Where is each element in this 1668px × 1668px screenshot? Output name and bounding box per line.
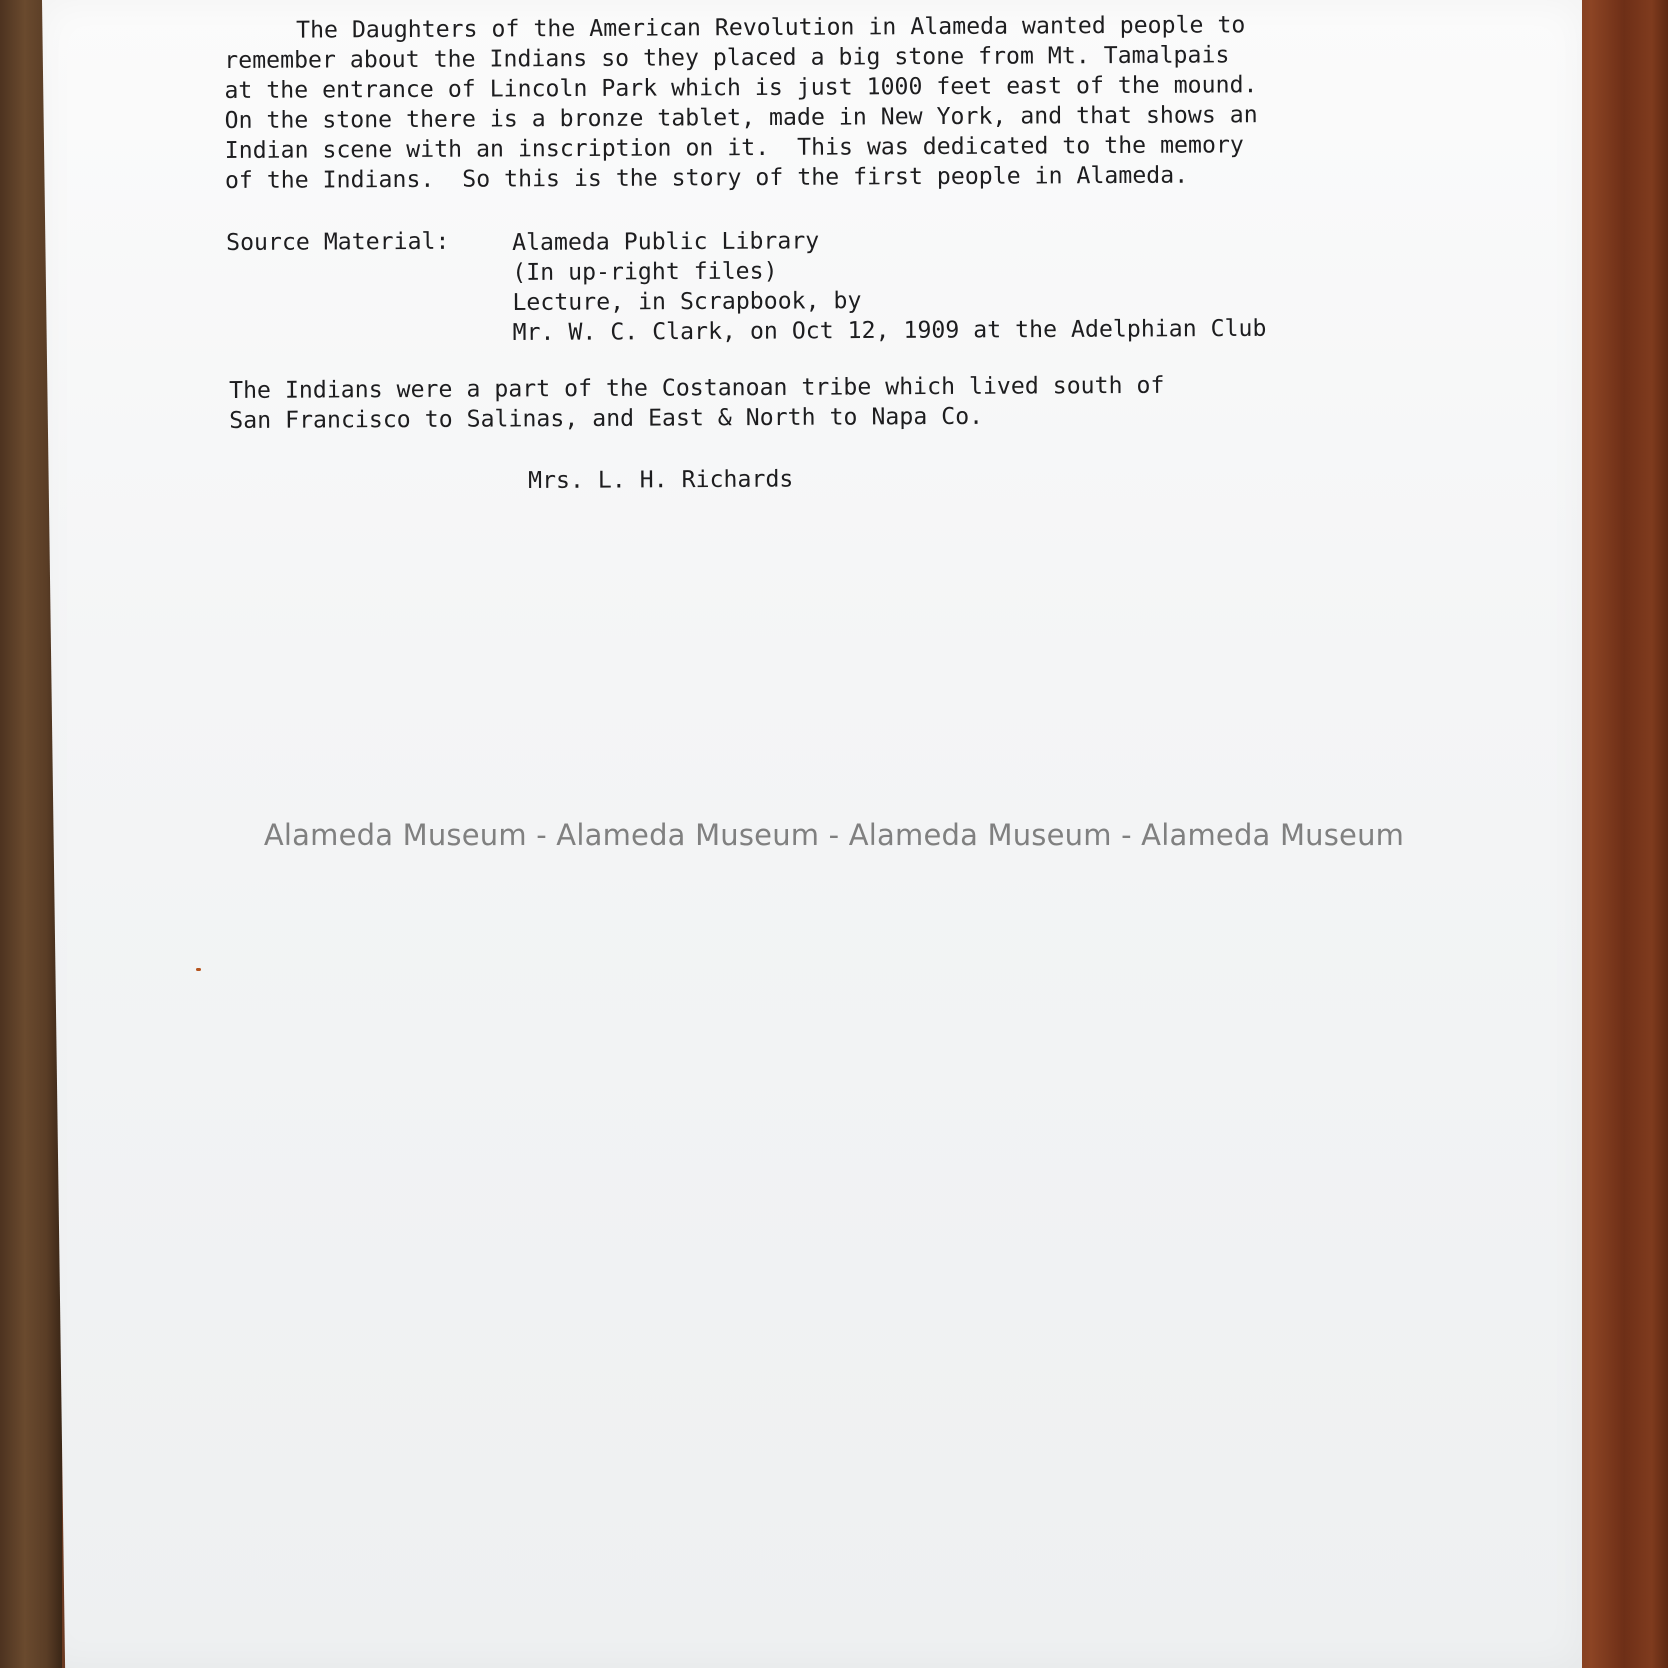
text-line: The Indians were a part of the Costanoan tribe which lived south of xyxy=(229,371,1165,404)
text-line: The Daughters of the American Revolution in Alameda wanted people to xyxy=(296,11,1246,44)
paragraph-costanoan-tribe xyxy=(229,371,1165,436)
source-line: (In up-right files) xyxy=(512,257,778,286)
text-line: at the entrance of Lincoln Park which is just 1000 feet east of the mound. xyxy=(224,71,1258,104)
text-line: On the stone there is a bronze tablet, made in New York, and that shows an xyxy=(224,101,1258,134)
paper-speck xyxy=(196,968,201,971)
source-material-label: Source Material: xyxy=(226,227,450,256)
source-line: Alameda Public Library xyxy=(512,227,820,256)
text-line: San Francisco to Salinas, and East & North to Napa Co. xyxy=(229,402,984,434)
source-line: Mr. W. C. Clark, on Oct 12, 1909 at the Adelphian Club xyxy=(512,314,1267,346)
author-signature-line: Mrs. L. H. Richards xyxy=(528,465,794,494)
paragraph-dar-stone xyxy=(224,10,1258,196)
source-line: Lecture, in Scrapbook, by xyxy=(512,287,862,316)
text-line: Indian scene with an inscription on it. This was dedicated to the memory xyxy=(224,131,1244,164)
source-material-list xyxy=(512,224,1267,348)
text-line: remember about the Indians so they placed a big stone from Mt. Tamalpais xyxy=(224,41,1230,74)
text-line: of the Indians. So this is the story of the first people in Alameda. xyxy=(224,161,1189,194)
museum-watermark: Alameda Museum - Alameda Museum - Alameda Museum - Alameda Museum xyxy=(263,818,1405,852)
